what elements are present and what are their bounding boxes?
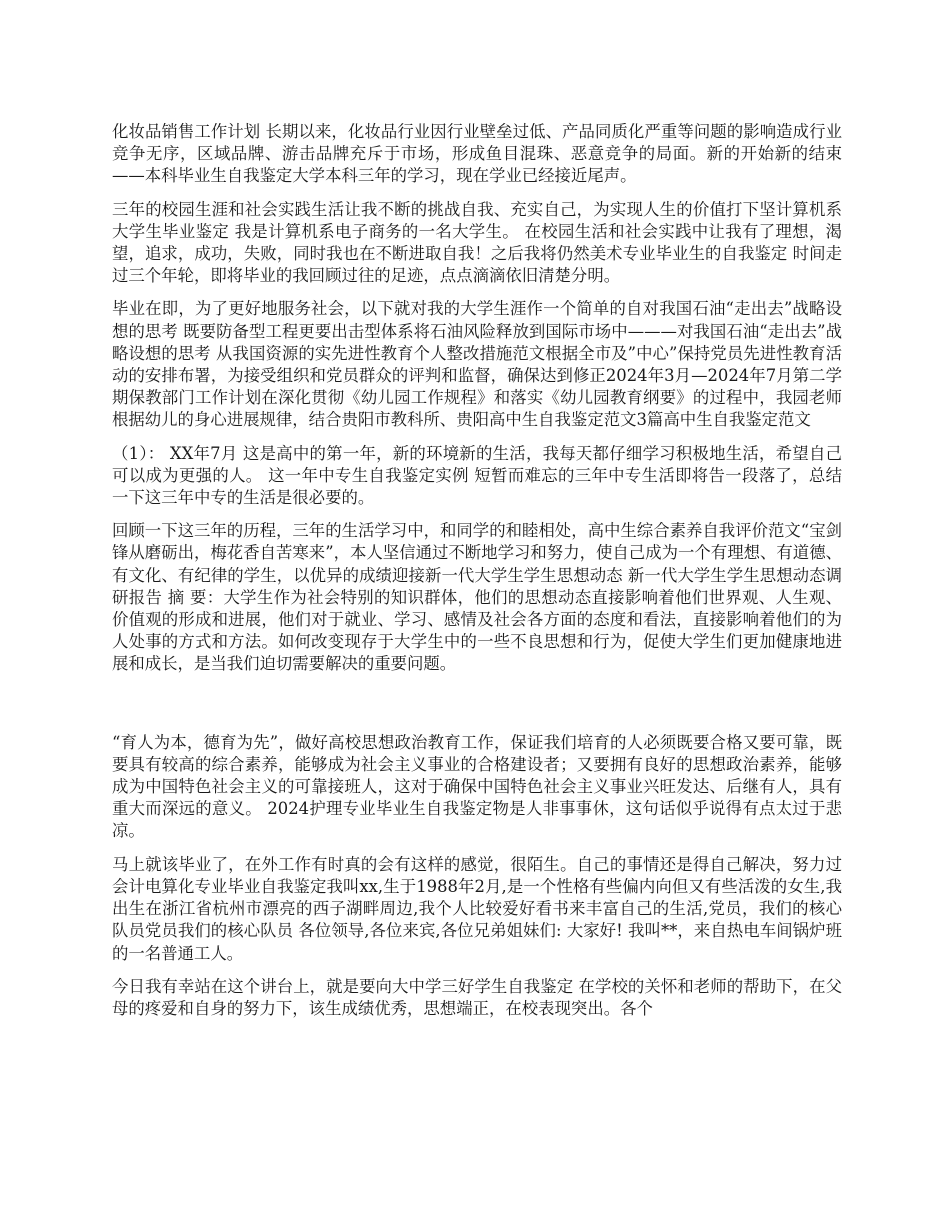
paragraph: 回顾一下这三年的历程，三年的生活学习中，和同学的和睦相处，高中生综合素养自我评价范文“宝剑锋从磨砺出，梅花香自苦寒来”，本人坚信通过不断地学习和努力，使自己成为一个有理想、有道德、有文化、有纪律的学生，以优异的成绩迎接新一代大学生学生思想动态 新一代大学生学生思想动态调研报告 摘 要：大学生作为社会特别的知识群体，他们的思想动态直接影响着他们世界观、人生观、价值观的形成和进展，他们对于就业、学习、感情及社会各方面的态度和看法，直接影响着他们的为人处事的方式和方法。如何改变现存于大学生中的一些不良思想和行为，促使大学生们更加健康地进展和成长，是当我们迫切需要解决的重要问题。: [112, 521, 842, 674]
paragraph: 今日我有幸站在这个讲台上，就是要向大中学三好学生自我鉴定 在学校的关怀和老师的帮助下，在父母的疼爱和自身的努力下，该生成绩优秀，思想端正，在校表现突出。各个: [112, 976, 842, 1018]
document-body: [112, 121, 842, 1031]
section-spacer: [112, 687, 842, 732]
paragraph: “育人为本，德育为先”，做好高校思想政治教育工作，保证我们培育的人必须既要合格又要可靠，既要具有较高的综合素养，能够成为社会主义事业的合格建设者；又要拥有良好的思想政治素养，能够成为中国特色社会主义的可靠接班人，这对于确保中国特色社会主义事业兴旺发达、后继有人，具有重大而深远的意义。 2024护理专业毕业生自我鉴定物是人非事事休，这句话似乎说得有点太过于悲凉。: [112, 732, 842, 841]
paragraph: 化妆品销售工作计划 长期以来，化妆品行业因行业壁垒过低、产品同质化严重等问题的影响造成行业竞争无序，区域品牌、游击品牌充斥于市场，形成鱼目混珠、恶意竞争的局面。新的开始新的结束——本科毕业生自我鉴定大学本科三年的学习，现在学业已经接近尾声。: [112, 122, 842, 186]
paragraph: 毕业在即，为了更好地服务社会，以下就对我的大学生涯作一个简单的自对我国石油“走出去”战略设想的思考 既要防备型工程更要出击型体系将石油风险释放到国际市场中———对我国石油“走出去”战略设想的思考 从我国资源的实先进性教育个人整改措施范文根据全市及”中心”保持党员先进性教育活动的安排布署，为接受组织和党员群众的评判和监督，确保达到修正2024年3月—2024年7月第二学期保教部门工作计划在深化贯彻《幼儿园工作规程》和落实《幼儿园教育纲要》的过程中，我园老师根据幼儿的身心进展规律，结合贵阳市教科所、贵阳高中生自我鉴定范文3篇高中生自我鉴定范文: [112, 299, 842, 430]
paragraph: 三年的校园生涯和社会实践生活让我不断的挑战自我、充实自己，为实现人生的价值打下坚计算机系大学生毕业鉴定 我是计算机系电子商务的一名大学生。 在校园生活和社会实践中让我有了理想，渴望，追求，成功，失败，同时我也在不断进取自我！之后我将仍然美术专业毕业生的自我鉴定 时间走过三个年轮，即将毕业的我回顾过往的足迹，点点滴滴依旧清楚分明。: [112, 199, 842, 286]
paragraph: 马上就该毕业了，在外工作有时真的会有这样的感觉，很陌生。自己的事情还是得自己解决，努力过会计电算化专业毕业自我鉴定我叫xx,生于1988年2月,是一个性格有些偏内向但又有些活泼的女生,我出生在浙江省杭州市漂亮的西子湖畔周边,我个人比较爱好看书来丰富自己的生活,党员，我们的核心队员党员我们的核心队员 各位领导,各位来宾,各位兄弟姐妹们: 大家好! 我叫**，来自热电车间锅炉班的一名普通工人。: [112, 854, 842, 963]
paragraph: （1）： XX年7月 这是高中的第一年，新的环境新的生活，我每天都仔细学习积极地生活，希望自己可以成为更强的人。 这一年中专生自我鉴定实例 短暂而难忘的三年中专生活即将告一段落了，总结一下这三年中专的生活是很必要的。: [112, 443, 842, 508]
